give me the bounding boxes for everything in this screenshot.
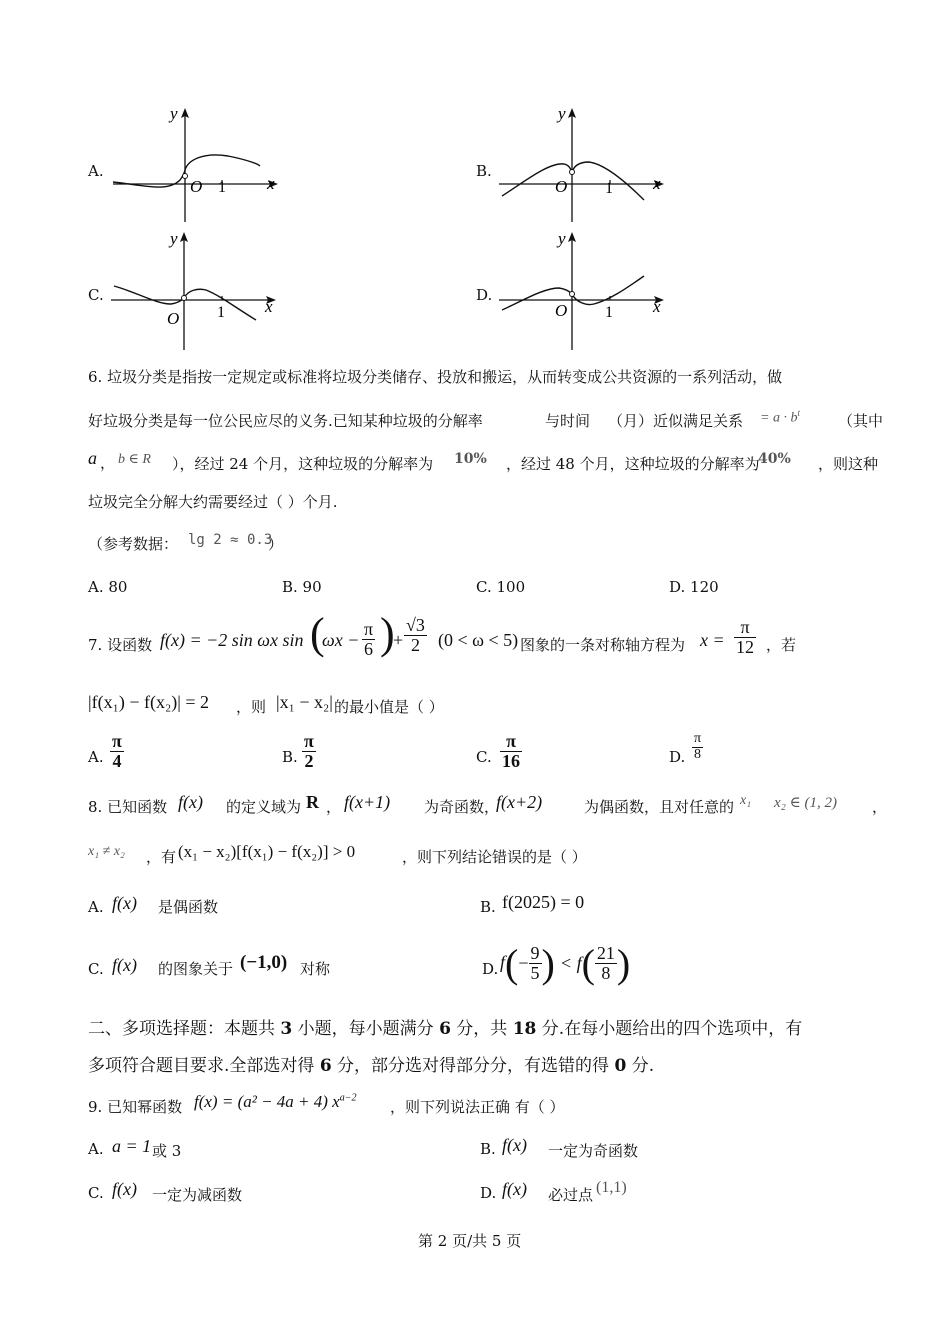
graph-option-d	[494, 228, 674, 352]
q6-pct-40: 40%	[758, 451, 791, 467]
graph-b-tick: 1	[605, 180, 613, 197]
q7-line2-suffix: 的最小值是（ ）	[334, 698, 444, 716]
q8-option-a-text[interactable]: 是偶函数	[158, 898, 219, 916]
q8-line2-formula: x₁ ≠ x₂	[88, 844, 125, 859]
graph-d-tick: 1	[605, 304, 613, 321]
q7-plus: +	[393, 630, 404, 650]
q7-option-a-value[interactable]: $\frac{\pi}{4}$	[112, 731, 122, 771]
q7-option-b-value[interactable]: $\frac{\pi}{2}$	[304, 731, 314, 771]
q7-suffix: ，若	[766, 636, 797, 654]
graph-b-origin: O	[555, 177, 568, 196]
q8-option-c-point[interactable]: (−1,0)	[240, 952, 288, 973]
q7-option-a-label[interactable]: A.	[88, 748, 104, 766]
q6-option-b[interactable]: B. 90	[282, 578, 322, 596]
q8-option-a-formula[interactable]: f(x)	[112, 893, 137, 913]
q8-fx1: f(x+1)	[344, 792, 391, 812]
graph-a-origin: O	[190, 177, 203, 196]
q8-option-c-label[interactable]: C.	[88, 960, 104, 978]
q6-ref-formula: lg 2 ≈ 0.3	[188, 532, 273, 548]
q6-b-in-r: b ∈ R	[118, 452, 151, 467]
q6-line2c: （月）近似满足关系	[608, 412, 744, 430]
q9-option-d-text[interactable]: 必过点	[548, 1186, 594, 1204]
q9-option-a-formula[interactable]: a = 1	[112, 1136, 152, 1156]
q9-option-c-text[interactable]: 一定为减函数	[152, 1186, 243, 1204]
q9-prefix: 9. 已知幂函数	[88, 1098, 183, 1116]
q8-fx2: f(x+2)	[496, 792, 543, 812]
graph-a-tick: 1	[218, 179, 226, 196]
q7-line2-mid: ，则	[236, 698, 267, 716]
q9-option-d-formula[interactable]: f(x)	[502, 1179, 527, 1199]
q8-option-c-text[interactable]: 的图象关于	[158, 960, 234, 978]
q9-option-d-point[interactable]: (1,1)	[596, 1179, 627, 1196]
q7-option-b-label[interactable]: B.	[282, 748, 298, 766]
section2-line1: 二、多项选择题：本题共 3 小题，每小题满分 6 分，共 18 分.在每小题给出的四个选项中，有	[88, 1019, 803, 1039]
q8-option-d-formula[interactable]: f(− $\frac{9}{5}$ ) < f( $\frac{21}{8}$ )	[500, 941, 631, 986]
q9-option-b-text[interactable]: 一定为奇函数	[548, 1142, 639, 1160]
q6-ref-prefix: （参考数据：	[88, 535, 179, 553]
q7-condition: (0 < ω < 5)	[438, 630, 519, 650]
graph-b-xlabel: x	[653, 174, 661, 193]
q8-x1: x₁	[740, 793, 752, 808]
graph-option-a-label: A.	[88, 162, 104, 180]
graph-d-ylabel: y	[558, 229, 566, 248]
q8-option-c-text2[interactable]: 对称	[300, 960, 331, 978]
page-footer: 第 2 页/共 5 页	[418, 1232, 522, 1250]
q8-x2-set: x₂ ∈ (1, 2)	[774, 795, 837, 811]
graph-d-origin: O	[555, 301, 568, 320]
q7-option-c-value[interactable]: $\frac{\pi}{16}$	[502, 731, 520, 771]
graph-option-d-label: D.	[476, 286, 493, 304]
q9-suffix: ，则下列说法正确 有（ ）	[390, 1098, 565, 1116]
q9-option-c-label[interactable]: C.	[88, 1184, 104, 1202]
graph-c-xlabel: x	[265, 297, 273, 316]
q7-frac-pi-12: $\frac{\pi}{12}$	[736, 617, 754, 657]
graph-a-ylabel: y	[170, 104, 178, 123]
q6-line2b: 与时间	[545, 412, 591, 430]
q7-mid: 图象的一条对称轴方程为	[520, 636, 686, 654]
q8-domain-r: R	[306, 792, 319, 812]
q8-option-d-label[interactable]: D.	[482, 960, 499, 978]
q6-line2a: 好垃圾分类是每一位公民应尽的义务.已知某种垃圾的分解率	[88, 412, 483, 430]
q7-line2-formula2: |x₁ − x₂|	[276, 692, 333, 712]
graph-b-ylabel: y	[558, 104, 566, 123]
q9-formula: f(x) = (a² − 4a + 4) $x^{a-2}$	[194, 1092, 357, 1111]
q9-option-a-label[interactable]: A.	[88, 1140, 104, 1158]
q8-mid2: 为奇函数，	[424, 798, 500, 816]
q6-pct-10: 10%	[454, 451, 487, 467]
q8-option-b-formula[interactable]: f(2025) = 0	[502, 892, 585, 912]
q7-option-d-label[interactable]: D.	[669, 748, 686, 766]
q9-option-c-formula[interactable]: f(x)	[112, 1179, 137, 1199]
q9-option-a-text[interactable]: 或 3	[152, 1142, 182, 1160]
graph-option-b-label: B.	[476, 162, 492, 180]
q8-line2-mid: ，有	[146, 848, 177, 866]
q8-mid3: 为偶函数，且对任意的	[584, 798, 735, 816]
q9-option-b-formula[interactable]: f(x)	[502, 1135, 527, 1155]
graph-option-c-label: C.	[88, 286, 104, 304]
q9-option-d-label[interactable]: D.	[480, 1184, 497, 1202]
graph-d-xlabel: x	[653, 297, 661, 316]
q7-frac-pi-6: $\frac{\pi}{6}$	[364, 619, 374, 659]
q9-option-b-label[interactable]: B.	[480, 1140, 496, 1158]
q7-line2-formula: |f(x₁) − f(x₂)| = 2	[88, 692, 210, 712]
q8-line2-suffix: ，则下列结论错误的是（ ）	[402, 848, 587, 866]
q8-option-c-formula[interactable]: f(x)	[112, 955, 137, 975]
q7-right-paren: )	[380, 609, 395, 658]
graph-option-a	[108, 104, 288, 224]
q6-line1: 6. 垃圾分类是指按一定规定或标准将垃圾分类储存、投放和搬运，从而转变成公共资源的一系列活动，做	[88, 368, 783, 386]
q6-ref-suffix: ）	[268, 535, 284, 553]
graph-c-origin: O	[167, 309, 180, 328]
q6-var-a: a	[88, 448, 97, 468]
q7-axis-x: x =	[700, 630, 725, 650]
graph-option-c	[106, 228, 286, 352]
q8-comma: ，	[326, 798, 342, 816]
q7-prefix: 7. 设函数	[88, 636, 153, 654]
q6-line2d: （其中	[838, 412, 884, 430]
q6-comma: ，	[100, 454, 116, 472]
q8-mid1: 的定义域为	[226, 798, 302, 816]
q6-line4: 垃圾完全分解大约需要经过（ ）个月.	[88, 493, 338, 511]
q6-option-a[interactable]: A. 80	[88, 578, 128, 596]
q7-function: f(x) = −2 sin ωx sin	[160, 630, 304, 650]
q7-left-paren: (	[310, 609, 325, 658]
graph-c-ylabel: y	[170, 229, 178, 248]
q7-option-c-label[interactable]: C.	[476, 748, 492, 766]
q8-end-comma: ，	[872, 798, 888, 816]
graph-c-tick: 1	[217, 304, 225, 321]
q8-fx: f(x)	[178, 792, 203, 812]
q6-relation-formula: = $a \cdot b^t$	[760, 408, 800, 426]
q6-line3d: ），经过 24 个月，这种垃圾的分解率为	[172, 455, 434, 473]
graph-option-b	[494, 104, 674, 224]
q8-option-b-label[interactable]: B.	[480, 898, 496, 916]
q8-line2-formula2: (x₁ − x₂)[f(x₁) − f(x₂)] > 0	[178, 842, 356, 861]
q6-option-d[interactable]: D. 120	[669, 578, 719, 596]
graph-a-xlabel: x	[267, 174, 275, 193]
q6-option-c[interactable]: C. 100	[476, 578, 526, 596]
q8-option-a-label[interactable]: A.	[88, 898, 104, 916]
q6-line3e: ，经过 48 个月，这种垃圾的分解率为	[506, 455, 760, 473]
section2-line2: 多项符合题目要求.全部选对得 6 分，部分选对得部分分，有选错的得 0 分.	[88, 1056, 655, 1076]
q7-paren-inner: ωx −	[322, 630, 360, 650]
q7-option-d-value[interactable]: $\frac{\pi}{8}$	[694, 731, 702, 762]
q8-prefix: 8. 已知函数	[88, 798, 168, 816]
q6-line3f: ，则这种	[818, 455, 879, 473]
q7-frac-sqrt3-2: $\frac{√3}{2}$	[406, 615, 425, 655]
